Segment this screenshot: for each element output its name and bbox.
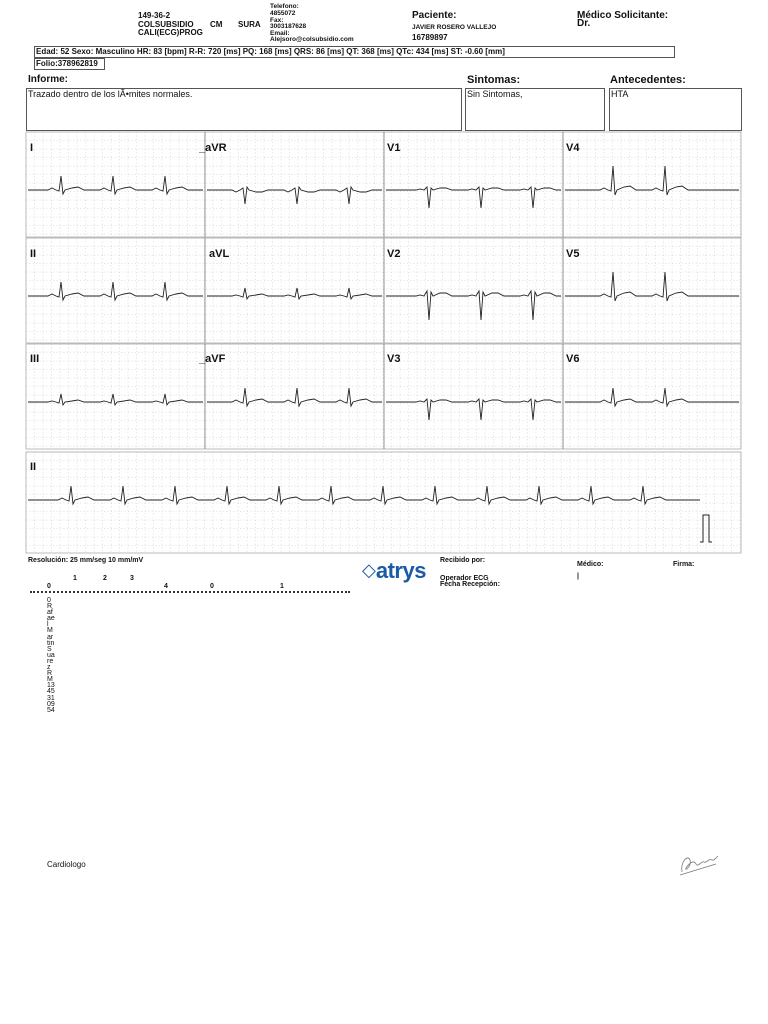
dotted-scale [30,591,350,595]
lead-label-aVF: _aVF [199,353,226,365]
lead-label-I: I [30,142,34,154]
insurer: SURA [238,20,261,29]
grid-frame [26,132,741,237]
specialty-text: Cardiologo [47,860,86,869]
lead-label-V2: V2 [387,248,401,260]
lead-label-aVL: aVL [209,248,230,260]
lead-label-rhythm: II [30,461,37,473]
lead-label-aVR: _aVR [199,142,227,154]
program: CALI(ECG)PROG [138,28,203,37]
diamond-icon: ◇ [362,560,376,580]
lead-label-II: II [30,248,37,260]
logo-text: atrys [375,558,426,583]
patient-label: Paciente: [412,10,457,21]
informe-label: Informe: [28,74,68,85]
ecg-trace-aVR [207,187,382,204]
phone-value: 4855072 [270,10,296,17]
scale-num-4: 0 [47,583,51,590]
informe-text: Trazado dentro de los lÃ•mites normales. [28,89,193,99]
fax-value: 3003187628 [270,23,307,30]
sintomas-label: Sintomas: [467,74,521,86]
lead-label-V6: V6 [566,353,580,365]
email-value: Alejsoro@colsubsidio.com [270,36,354,43]
firma-label: Firma: [673,561,695,568]
received-label: Recibido por: [440,557,486,564]
medico-label: Médico: [577,561,604,568]
scale-num-5: 4 [164,583,168,590]
ecg-trace-aVF [207,388,382,406]
lead-label-V5: V5 [566,248,580,260]
scale-num-3: 3 [130,575,134,582]
ecg-trace-V5 [565,272,739,301]
ecg-trace-V3 [386,399,561,420]
reception-date-label: Fecha Recepción: [440,581,500,588]
grid-frame [26,344,741,449]
folio-text: Folio:378962819 [36,59,98,68]
sintomas-text: Sin Sintomas, [467,89,523,99]
grid-frame [26,452,741,553]
summary-text: Edad: 52 Sexo: Masculino HR: 83 [bpm] R-R: 720 [ms] PQ: 168 [ms] QRS: 86 [ms] QT: 368 [ms] QTc: 434 [ms] ST: -0.60 [mm] [36,47,505,56]
scale-num-7: 1 [280,583,284,590]
lead-label-V3: V3 [387,353,401,365]
lead-label-V4: V4 [566,142,580,154]
doctor-value: Dr. [577,18,591,29]
institution: COLSUBSIDIO [138,20,194,29]
record-code: 149-36-2 [138,11,171,20]
lead-label-V1: V1 [387,142,401,154]
ecg-trace-V4 [565,166,739,195]
ecg-trace-III [28,394,203,405]
doctor-label: Médico Solicitante: [577,10,669,21]
ecg-trace-V2 [386,291,561,320]
doctor-name-vertical: 0Rafael Martin Suarez RM 13453109 54 [47,597,55,714]
fax-label: Fax: [270,17,284,24]
ecg-traces [28,166,739,542]
ecg-trace-V1 [386,187,561,208]
signature-image [676,848,722,878]
scale-num-6: 0 [210,583,214,590]
lead-label-III: III [30,353,40,365]
medico-value: | [577,573,579,580]
resolution-text: Resolución: 25 mm/seg 10 mm/mV [28,557,144,564]
operator-text: Operador ECG [440,575,489,582]
cm-label: CM [210,20,223,29]
email-label: Email: [270,30,290,37]
ecg-trace-I [28,176,203,194]
scale-num-1: 1 [73,575,77,582]
ecg-trace-aVL [207,288,382,299]
scale-num-2: 2 [103,575,107,582]
antecedentes-label: Antecedentes: [610,74,686,86]
atrys-logo [362,558,426,584]
phone-label: Telefono: [270,3,299,10]
patient-name: JAVIER ROSERO VALLEJO [412,24,497,31]
grid-frame [26,238,741,343]
ecg-trace-II [28,282,203,300]
antecedentes-text: HTA [611,89,629,99]
ecg-trace-rhythm-II [28,486,700,504]
patient-id: 16789897 [412,33,448,42]
